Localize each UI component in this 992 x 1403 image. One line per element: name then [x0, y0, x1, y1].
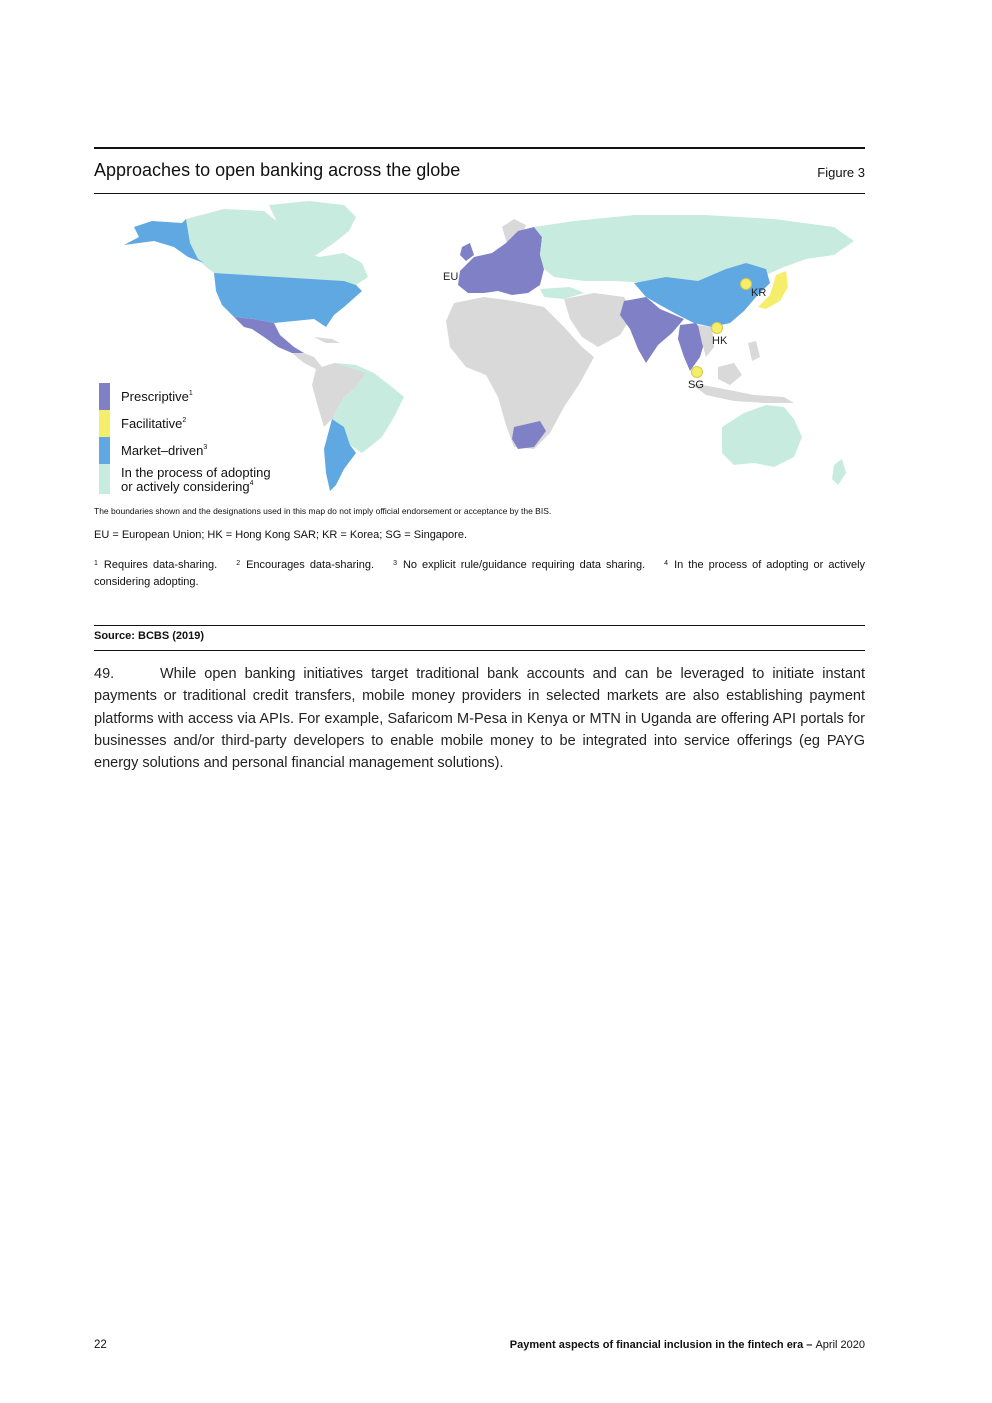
- label-hk: HK: [712, 335, 728, 347]
- region-uk: [460, 243, 474, 261]
- region-indonesia: [690, 383, 794, 403]
- footnote-3-number: 3: [393, 560, 397, 567]
- legend-swatch-prescriptive: [99, 383, 110, 410]
- legend-swatch-market-driven: [99, 437, 110, 464]
- source-top-rule: [94, 625, 865, 626]
- paragraph-text: While open banking initiatives target traditional bank accounts and can be leveraged to initiate instant payments or traditional credit transfers, mobile money providers in selected markets are also establishing payment platforms with access via APIs. For example, Safaricom M-Pesa in Kenya or MTN in Uganda are offering API portals for businesses and/or third-party developers to enable mobile money to be integrated into service offerings (eg PAYG energy solutions and personal financial management solutions).: [94, 666, 865, 772]
- region-borneo: [718, 363, 742, 385]
- footer-doc-title: Payment aspects of financial inclusion in the fintech era –: [509, 1339, 813, 1351]
- source-note: Source: BCBS (2019): [94, 630, 205, 642]
- legend-label-considering-1: In the process of adopting: [121, 465, 271, 480]
- footnote-3-text: No explicit rule/guidance requiring data sharing.: [402, 559, 646, 571]
- marker-sg: [692, 367, 703, 378]
- region-eu: [458, 227, 544, 295]
- legend-swatch-considering: [99, 464, 110, 494]
- world-map: [94, 197, 865, 500]
- marker-hk: [712, 323, 723, 334]
- footnote-2-text: Encourages data-sharing.: [246, 559, 375, 571]
- region-philippines: [748, 341, 760, 361]
- legend-swatch-facilitative: [99, 410, 110, 437]
- page-number: 22: [94, 1339, 107, 1351]
- label-kr: KR: [751, 287, 767, 299]
- footer-date: April 2020: [815, 1339, 865, 1351]
- body-paragraph: [94, 663, 865, 774]
- label-sg: SG: [688, 379, 704, 391]
- footnote-4-text: In the process of adopting or actively considering adopting.: [94, 559, 866, 588]
- map-disclaimer: The boundaries shown and the designations used in this map do not imply official endorsement or acceptance by the BIS.: [94, 506, 552, 516]
- footnote-1-text: Requires data-sharing.: [103, 559, 218, 571]
- region-new-zealand: [832, 459, 846, 485]
- footer-title: [510, 1339, 865, 1351]
- footnote-1-number: 1: [94, 560, 98, 567]
- footnote-2-number: 2: [236, 560, 241, 567]
- legend-label-considering-2: or actively considering$^4$: [121, 479, 254, 494]
- legend-label-facilitative: Facilitative$^2$: [121, 416, 187, 431]
- label-eu: EU: [443, 271, 459, 283]
- region-russia: [534, 215, 854, 285]
- figure-top-rule: [94, 147, 865, 149]
- figure-title-rule: [94, 193, 865, 194]
- footnote-4-number: 4: [664, 560, 669, 567]
- legend-label-market-driven: Market–driven$^3$: [121, 443, 208, 458]
- legend-label-prescriptive: Prescriptive$^1$: [121, 389, 193, 404]
- region-mexico: [234, 317, 304, 353]
- map-legend: [99, 383, 271, 494]
- region-caribbean: [314, 337, 340, 343]
- abbreviations-note: EU = European Union; HK = Hong Kong SAR; KR = Korea; SG = Singapore.: [94, 529, 467, 541]
- footnotes: [94, 557, 865, 591]
- paragraph-number: 49.: [94, 666, 115, 682]
- figure-number: Figure 3: [817, 165, 865, 180]
- region-central-america: [292, 353, 322, 369]
- figure-bottom-rule: [94, 650, 865, 651]
- region-australia: [722, 405, 802, 467]
- marker-kr: [741, 279, 752, 290]
- figure-title: Approaches to open banking across the globe: [94, 160, 461, 180]
